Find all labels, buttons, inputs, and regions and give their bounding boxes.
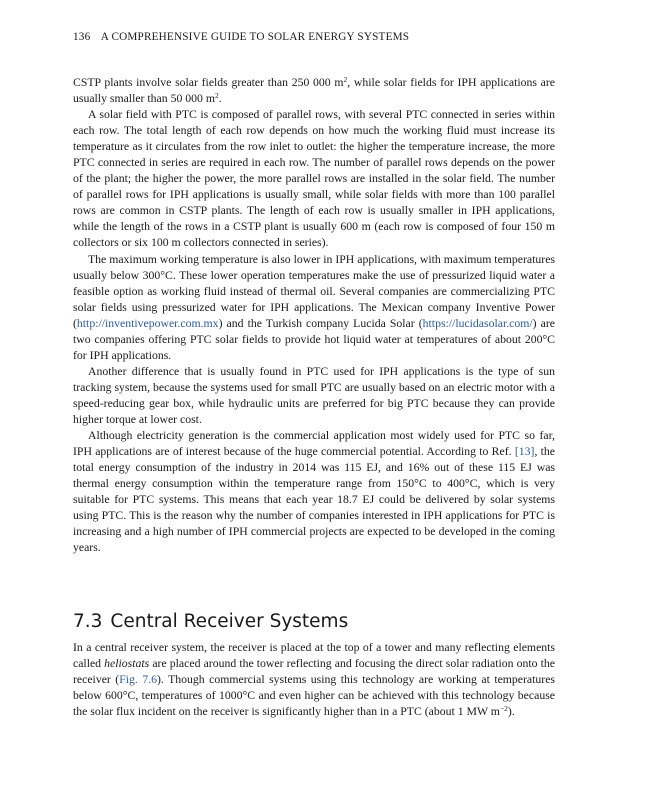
running-head [73,31,409,43]
section-number: 7.3 [73,611,103,632]
paragraph-5-text-b: , the total energy consumption of the industry in 2014 was 115 EJ, and 16% out of these 115 EJ was thermal energy consumption within the temperature range from 150°C to 400°C, which is very suitable for PTC systems. This means that each year 18.7 EJ could be delivered by solar systems using PTC. This is the reason why the number of companies interested in IPH applications for PTC is increasing and a high number of IPH commercial projects are expected to be developed in the coming years. [73,445,555,555]
paragraph-1-text-c: . [218,92,222,106]
paragraph-2: A solar field with PTC is composed of parallel rows, with several PTC connected in series within each row. The total length of each row depends on how much the working fluid must increase its temperature as it circulates from the row inlet to outlet: the higher the temperature increase, the more PTC connected in series are required in each row. The number of parallel rows depends on the power of the plant; the higher the power, the more parallel rows are installed in the solar field. The number of parallel rows for IPH applications is usually small, while solar fields with more than 100 parallel rows are common in CSTP plants. The length of each row is usually smaller in IPH applications, while the length of the rows in a CSTP plant is usually 600 m (each row is composed of four 150 m collectors or six 100 m collectors connected in series). [73,108,555,250]
figure-7-6-link[interactable]: Fig. 7.6 [119,673,158,687]
section-paragraph-text-d: ). [507,705,515,719]
inventive-power-link[interactable]: http://inventivepower.com.mx [76,316,219,330]
reference-13-link[interactable]: [13] [514,445,535,459]
paragraph-3-text-b: ) and the Turkish company Lucida Solar ( [218,316,423,330]
paragraph-1-text-b: , while solar fields for IPH applications are usually smaller than 50 000 m [73,76,555,106]
paragraph-5 [73,428,555,556]
heliostats-term: heliostats [104,657,150,671]
paragraph-3-text-a: The maximum working temperature is also lower in IPH applications, with maximum temperatures usually below 300°C. These lower operation temperatures make the use of pressurized liquid water a feasible option as working fluid instead of thermal oil. Several companies are commercializing PTC solar fields using pressurized water for IPH applications. The Mexican company Inventive Power ( [73,252,555,330]
section-heading [73,611,348,632]
book-title: A COMPREHENSIVE GUIDE TO SOLAR ENERGY SYSTEMS [100,31,410,43]
superscript-minus-2: −2 [499,704,508,714]
section-title: Central Receiver Systems [110,611,349,632]
superscript-2b: 2 [214,91,219,101]
paragraph-3 [73,252,555,364]
paragraph-1 [73,75,555,107]
paragraph-4: Another difference that is usually found in PTC used for IPH applications is the type of sun tracking system, because the systems used for small PTC are usually based on an electric motor with a speed-reducing gear box, while hydraulic units are preferred for big PTC because they can provide higher torque at lower cost. [73,364,555,426]
paragraph-3-text-c: ) are two companies offering PTC solar fields to provide hot liquid water at temperatures of about 200°C for IPH applications. [73,316,555,362]
paragraph-5-text-a: Although electricity generation is the commercial application most widely used for PTC so far, IPH applications are of interest because of the huge commercial potential. According to Ref. [73,429,555,459]
section-text [73,640,555,720]
section-paragraph-text-c: ). Though commercial systems using this technology are working at temperatures below 600°C, temperatures of 1000°C and even higher can be achieved with this technology because the solar flux incident on the receiver is significantly higher than in a PTC (about 1 MW m [73,673,555,719]
superscript-2: 2 [343,75,348,84]
paragraph-1-text-a: CSTP plants involve solar fields greater than 250 000 m [73,76,344,89]
lucida-solar-link[interactable]: https://lucidasolar.com/ [422,316,533,330]
section-paragraph-text-b: are placed around the tower reflecting and focusing the direct solar radiation onto the receiver ( [73,657,555,687]
page-number: 136 [73,31,91,43]
section-paragraph-text-a: In a central receiver system, the receiver is placed at the top of a tower and many reflecting elements called [73,641,555,671]
body-text [73,75,555,556]
section-paragraph-1 [73,640,555,720]
